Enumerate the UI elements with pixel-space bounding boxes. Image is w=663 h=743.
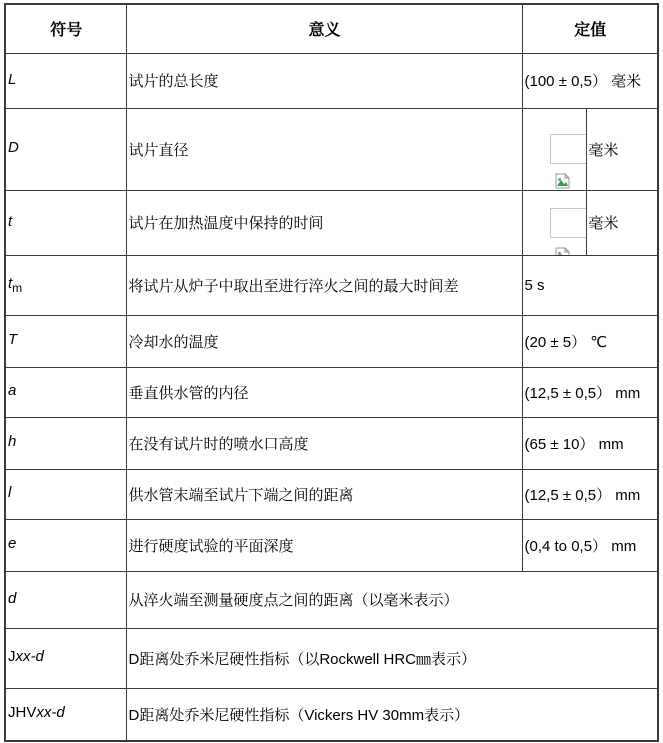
meaning-cell: 从淬火端至测量硬度点之间的距离（以毫米表示） [126, 571, 658, 628]
header-symbol: 符号 [5, 4, 126, 53]
broken-image-icon [555, 247, 571, 256]
value-cell: (100 ± 0,5） 毫米 [522, 53, 658, 108]
symbol-cell: JHVxx-d [5, 688, 126, 741]
table-row-e [5, 519, 658, 571]
table-row-JHVxx-d [5, 688, 658, 741]
table-row-L [5, 53, 658, 108]
table-row-l [5, 469, 658, 519]
header-value: 定值 [522, 4, 658, 53]
header-meaning: 意义 [126, 4, 522, 53]
symbol-cell: a [5, 367, 126, 417]
symbol-cell: d [5, 571, 126, 628]
image-placeholder [550, 134, 586, 164]
meaning-cell: 进行硬度试验的平面深度 [126, 519, 522, 571]
table-row-tm [5, 255, 658, 315]
symbol-cell: e [5, 519, 126, 571]
symbol-cell: t [5, 190, 126, 255]
unit-cell: 毫米 [586, 108, 658, 190]
symbol-cell: Jxx-d [5, 628, 126, 688]
value-cell: (12,5 ± 0,5） mm [522, 367, 658, 417]
unit-cell: 毫米 [586, 190, 658, 255]
meaning-cell: 试片的总长度 [126, 53, 522, 108]
table-row-T [5, 315, 658, 367]
meaning-cell: 垂直供水管的内径 [126, 367, 522, 417]
value-image-cell [522, 190, 586, 255]
image-placeholder [550, 208, 586, 238]
value-cell: (20 ± 5） ℃ [522, 315, 658, 367]
meaning-cell: 试片直径 [126, 108, 522, 190]
symbol-cell: h [5, 417, 126, 469]
broken-image-icon [555, 173, 571, 189]
meaning-cell: 试片在加热温度中保持的时间 [126, 190, 522, 255]
meaning-cell: D距离处乔米尼硬性指标（Vickers HV 30mm表示） [126, 688, 658, 741]
value-cell: 5 s [522, 255, 658, 315]
table-header-row [5, 4, 658, 53]
meaning-cell: 冷却水的温度 [126, 315, 522, 367]
meaning-cell: 将试片从炉子中取出至进行淬火之间的最大时间差 [126, 255, 522, 315]
symbol-cell: l [5, 469, 126, 519]
value-cell: (65 ± 10） mm [522, 417, 658, 469]
table-row-h [5, 417, 658, 469]
table-row-D [5, 108, 658, 190]
definitions-table [4, 3, 659, 742]
symbol-cell: $t_m$ [5, 255, 126, 315]
table-row-t [5, 190, 658, 255]
meaning-cell: 在没有试片时的喷水口高度 [126, 417, 522, 469]
table-row-Jxx-d [5, 628, 658, 688]
symbol-cell: D [5, 108, 126, 190]
meaning-cell: D距离处乔米尼硬性指标（以Rockwell HRC㎜表示） [126, 628, 658, 688]
value-cell: (0,4 to 0,5） mm [522, 519, 658, 571]
symbol-cell: T [5, 315, 126, 367]
meaning-cell: 供水管末端至试片下端之间的距离 [126, 469, 522, 519]
value-cell: (12,5 ± 0,5） mm [522, 469, 658, 519]
table-row-a [5, 367, 658, 417]
table-row-d [5, 571, 658, 628]
symbol-cell: L [5, 53, 126, 108]
value-image-cell [522, 108, 586, 190]
